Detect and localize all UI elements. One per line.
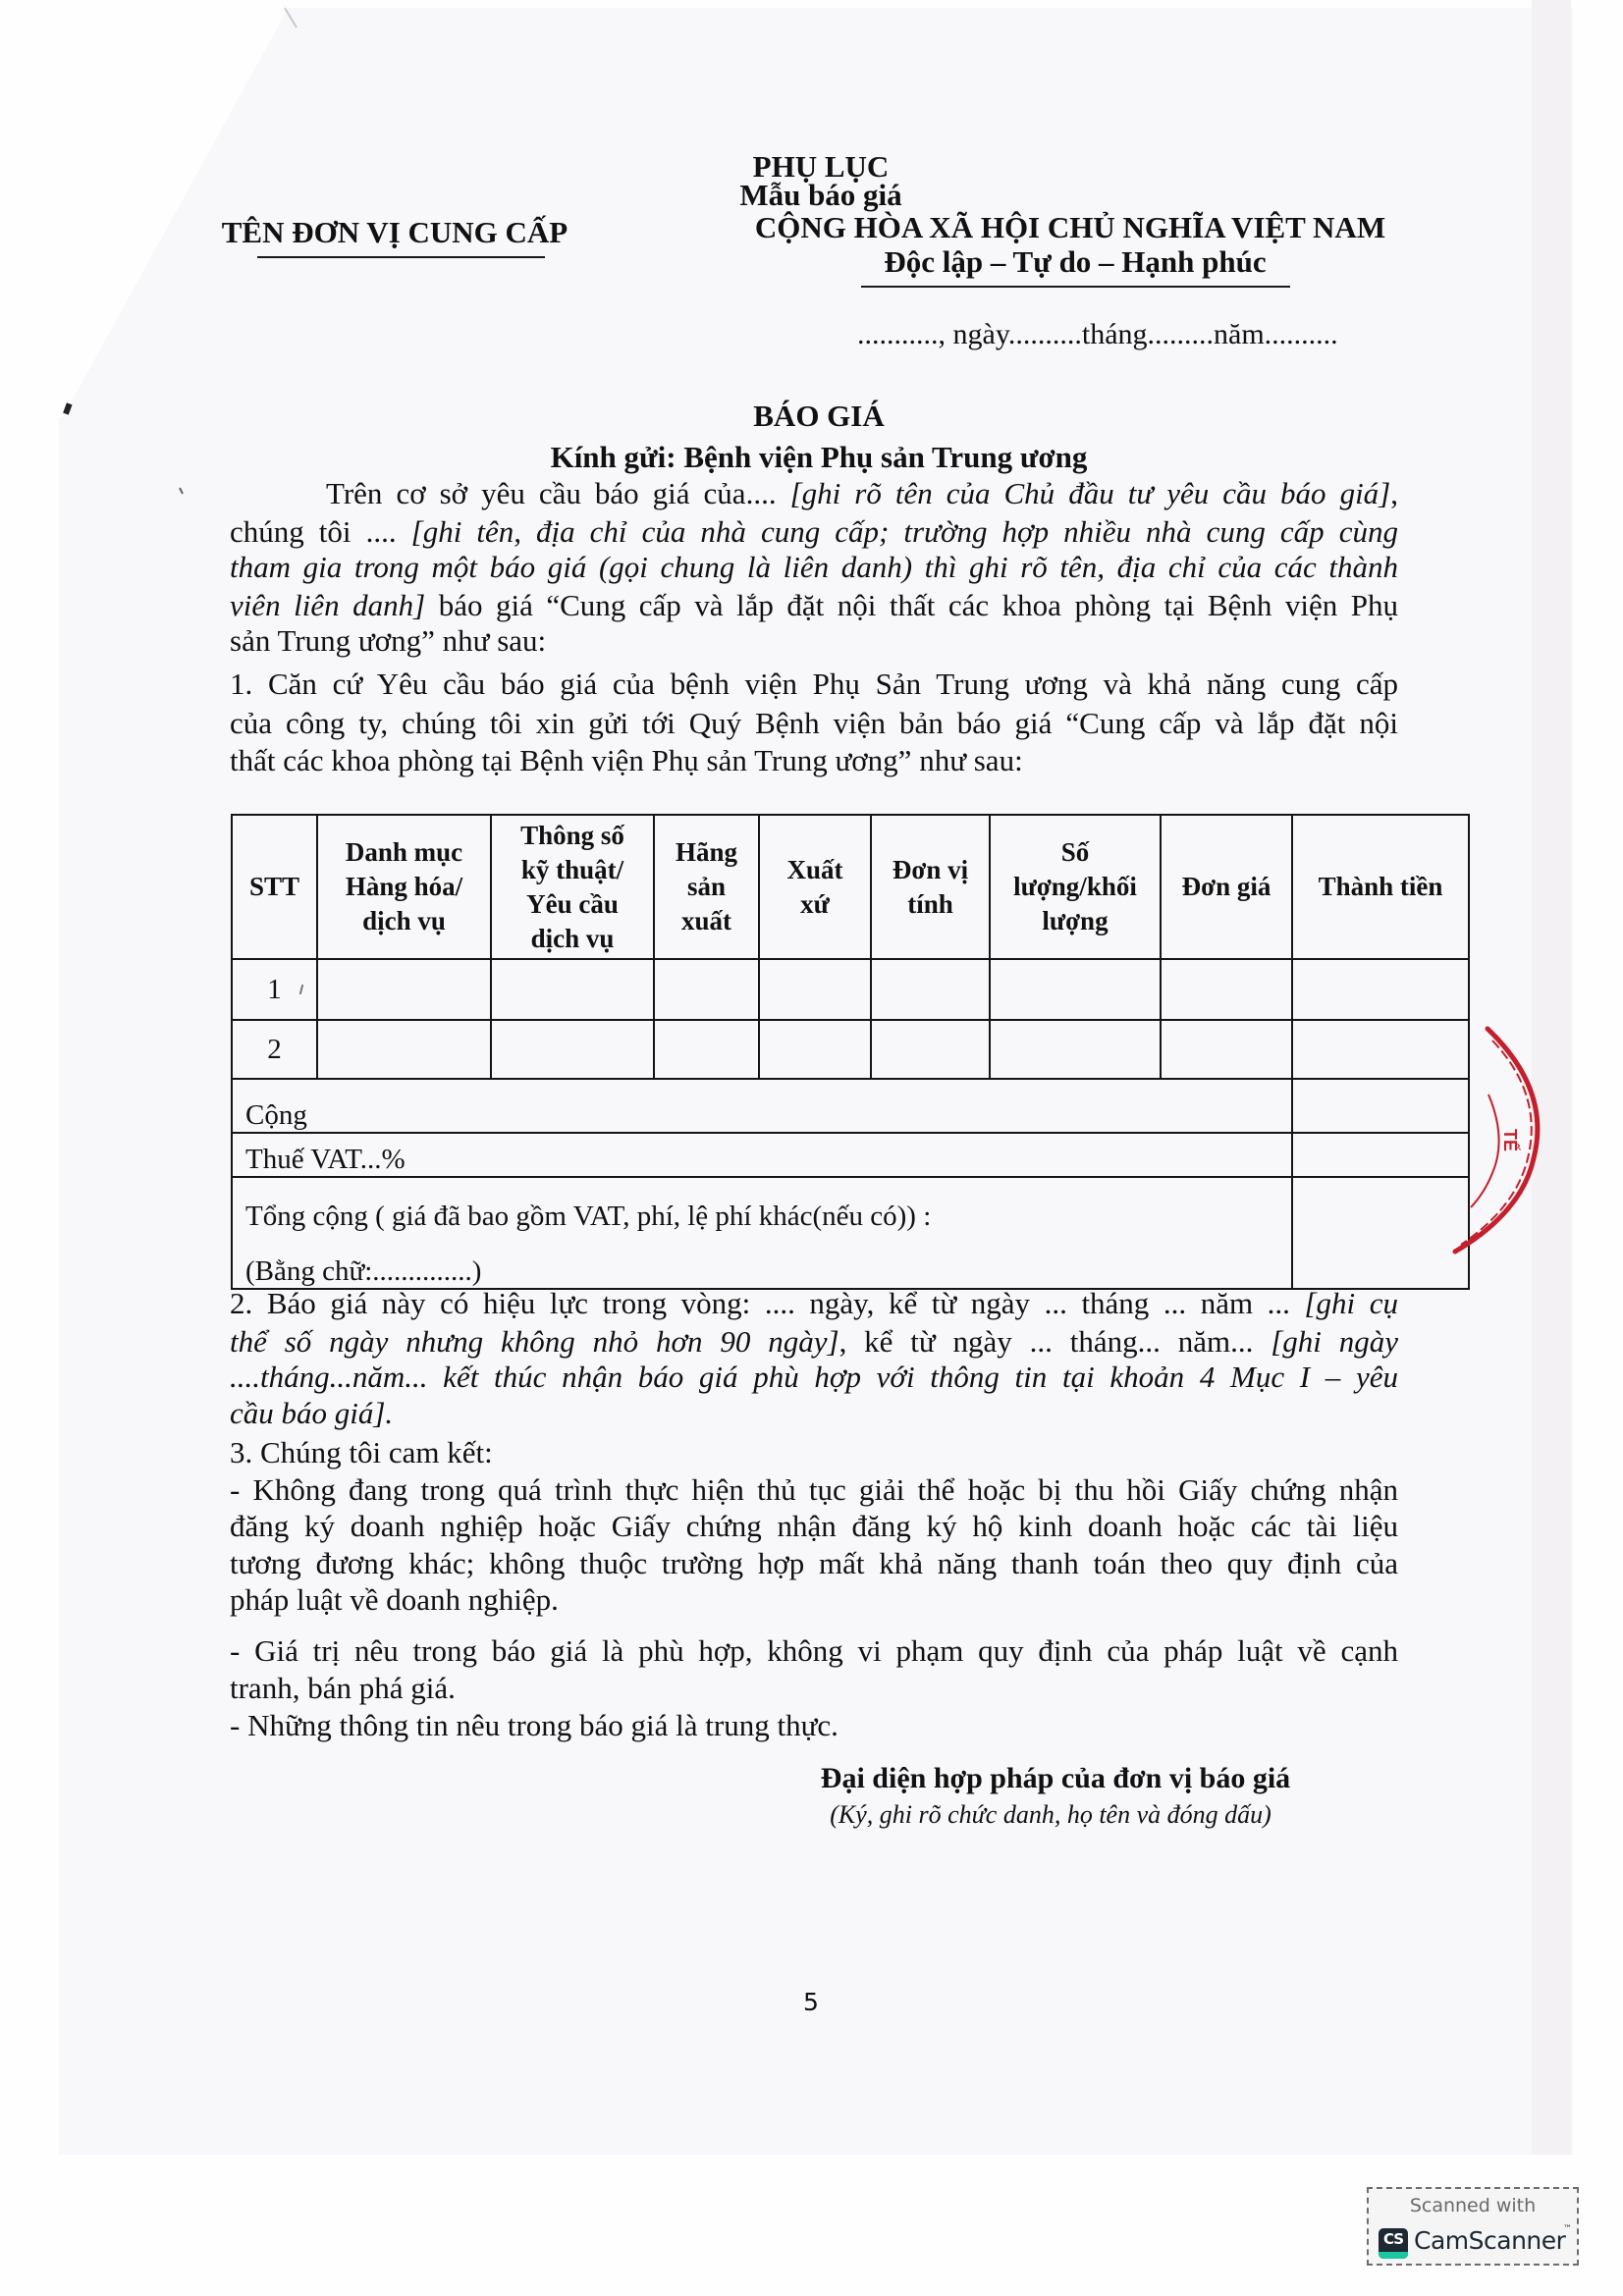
cell-manufacturer[interactable] [654,1020,759,1079]
document-title: BÁO GIÁ [753,399,885,433]
section2-placeholder: [ghi ngày [1271,1324,1399,1359]
section1-line: 1. Căn cứ Yêu cầu báo giá của bệnh viện Phụ Sản Trung ương và khả năng cung cấp [230,667,1398,701]
row-stt: 1 [232,959,317,1020]
cell-spec[interactable] [491,959,654,1020]
intro-line [230,622,1398,659]
nation-heading: CỘNG HÒA XÃ HỘI CHỦ NGHĨA VIỆT NAM [754,210,1386,244]
logo-lettering: CS [1382,2230,1404,2248]
subtotal-row [232,1079,1469,1133]
col-header-origin: Xuất xứ [759,815,871,959]
camscanner-watermark [1367,2187,1579,2266]
cell-item[interactable] [317,959,491,1020]
col-header-item: Danh mục Hàng hóa/ dịch vụ [317,815,491,959]
supplier-name-label: TÊN ĐƠN VỊ CUNG CẤP [221,215,568,249]
commitment-line: tranh, bán phá giá. [230,1671,456,1705]
col-header-stt: STT [232,815,317,959]
total-label-cell [232,1177,1292,1289]
recipient-line: Kính gửi: Bệnh viện Phụ sản Trung ương [550,440,1088,474]
total-label: Tổng cộng ( giá đã bao gồm VAT, phí, lệ phí khác(nếu có)) : [245,1201,932,1232]
intro-line [230,587,1398,623]
commitment-line: đăng ký doanh nghiệp hoặc Giấy chứng nhận đăng ký hộ kinh doanh hoặc các tài liệu [230,1509,1398,1543]
total-in-words: (Bằng chữ:..............) [245,1255,482,1287]
cell-unit[interactable] [871,1020,990,1079]
intro-line [230,513,1398,550]
intro-placeholder: [ghi rõ tên của Chủ đầu tư yêu cầu báo giá] [789,476,1391,510]
cell-unit-price[interactable] [1161,959,1292,1020]
commitment-line: - Những thông tin nêu trong báo giá là trung thực. [230,1708,839,1742]
stamp-text: TẾ [1500,1129,1520,1152]
cell-origin[interactable] [759,959,871,1020]
trademark-symbol: ™ [1563,2224,1572,2234]
supplier-name-underline [257,256,545,258]
intro-text: Trên cơ sở yêu cầu báo giá của.... [326,476,790,510]
cell-unit[interactable] [871,959,990,1020]
date-line: ..........., ngày..........tháng.........năm.......... [857,318,1338,350]
col-header-unit-price: Đơn giá [1161,815,1292,959]
quotation-table [231,814,1470,1290]
appendix-heading: PHỤ LỤC [752,149,890,184]
intro-line [230,549,1398,585]
red-stamp [1434,1011,1561,1266]
section1-line: của công ty, chúng tôi xin gửi tới Quý Bệnh viện bản báo giá “Cung cấp và lắp đặt nội [230,706,1398,740]
table-row [232,959,1469,1020]
row-stt: 2 [232,1020,317,1079]
intro-text: sản Trung ương” như sau: [230,623,547,658]
vat-label: Thuế VAT...% [232,1133,1292,1177]
commitment-line: pháp luật về doanh nghiệp. [230,1582,559,1617]
table-row [232,1020,1469,1079]
total-row [232,1177,1469,1289]
section2-text: , kể từ ngày ... tháng... năm... [839,1324,1271,1359]
intro-text: chúng tôi .... [230,514,411,549]
commitment-line: - Không đang trong quá trình thực hiện thủ tục giải thể hoặc bị thu hồi Giấy chứng nhận [230,1472,1398,1507]
intro-line [326,475,1398,511]
intro-placeholder: tham gia trong một báo giá (gọi chung là liên danh) thì ghi rõ tên, địa chỉ của các thành [230,550,1398,584]
table-header-row [232,815,1469,959]
cell-item[interactable] [317,1020,491,1079]
motto-underline [861,286,1290,288]
col-header-spec: Thông số kỹ thuật/ Yêu cầu dịch vụ [491,815,654,959]
section2-placeholder: [ghi cụ [1304,1286,1398,1320]
cell-unit-price[interactable] [1161,1020,1292,1079]
section2-placeholder: thể số ngày nhưng không nhỏ hơn 90 ngày] [230,1324,839,1359]
commitment-line: - Giá trị nêu trong báo giá là phù hợp, không vi phạm quy định của pháp luật về cạnh [230,1633,1398,1668]
col-header-amount: Thành tiền [1292,815,1469,959]
signature-title: Đại diện hợp pháp của đơn vị báo giá [820,1762,1291,1794]
intro-text: báo giá “Cung cấp và lắp đặt nội thất các khoa phòng tại Bệnh viện Phụ [425,588,1398,622]
motto-heading: Độc lập – Tự do – Hạnh phúc [884,244,1267,279]
section2-line [230,1323,1398,1360]
col-header-manufacturer: Hãng sản xuất [654,815,759,959]
section2-placeholder: cầu báo giá]. [230,1396,394,1430]
cell-quantity[interactable] [990,1020,1161,1079]
stamp-outer-arc [1455,1029,1538,1252]
section2-line [230,1285,1398,1321]
section2-line [230,1395,1398,1431]
section2-line [230,1359,1398,1395]
intro-text: , [1390,476,1398,510]
camscanner-logo-icon [1379,2228,1408,2259]
section2-placeholder: ....tháng...năm... kết thúc nhận báo giá phù hợp với thông tin tại khoản 4 Mục I – yêu [230,1360,1398,1394]
stamp-inner-arc [1471,1095,1499,1207]
subtotal-label: Cộng [232,1079,1292,1133]
watermark-brand: CamScanner [1414,2226,1566,2255]
intro-placeholder: [ghi tên, địa chỉ của nhà cung cấp; trường hợp nhiều nhà cung cấp cùng [410,514,1398,549]
section1-line: thất các khoa phòng tại Bệnh viện Phụ sản Trung ương” như sau: [230,743,1023,777]
section2-text: 2. Báo giá này có hiệu lực trong vòng: .... ngày, kể từ ngày ... tháng ... năm ... [230,1286,1305,1320]
signature-note: (Ký, ghi rõ chức danh, họ tên và đóng dấu) [830,1800,1271,1829]
cell-origin[interactable] [759,1020,871,1079]
vat-row [232,1133,1469,1177]
page-number: 5 [803,1988,819,2016]
intro-placeholder: viên liên danh] [230,588,426,622]
section3-heading: 3. Chúng tôi cam kết: [230,1435,493,1469]
commitment-line: tương đương khác; không thuộc trường hợp mất khả năng thanh toán theo quy định của [230,1546,1398,1580]
watermark-caption: Scanned with [1409,2195,1537,2216]
cell-quantity[interactable] [990,959,1161,1020]
col-header-unit: Đơn vị tính [871,815,990,959]
cell-manufacturer[interactable] [654,959,759,1020]
form-name-heading: Mẫu báo giá [739,178,902,212]
cell-spec[interactable] [491,1020,654,1079]
col-header-quantity: Số lượng/khối lượng [990,815,1161,959]
logo-accent-bar [1379,2252,1408,2259]
